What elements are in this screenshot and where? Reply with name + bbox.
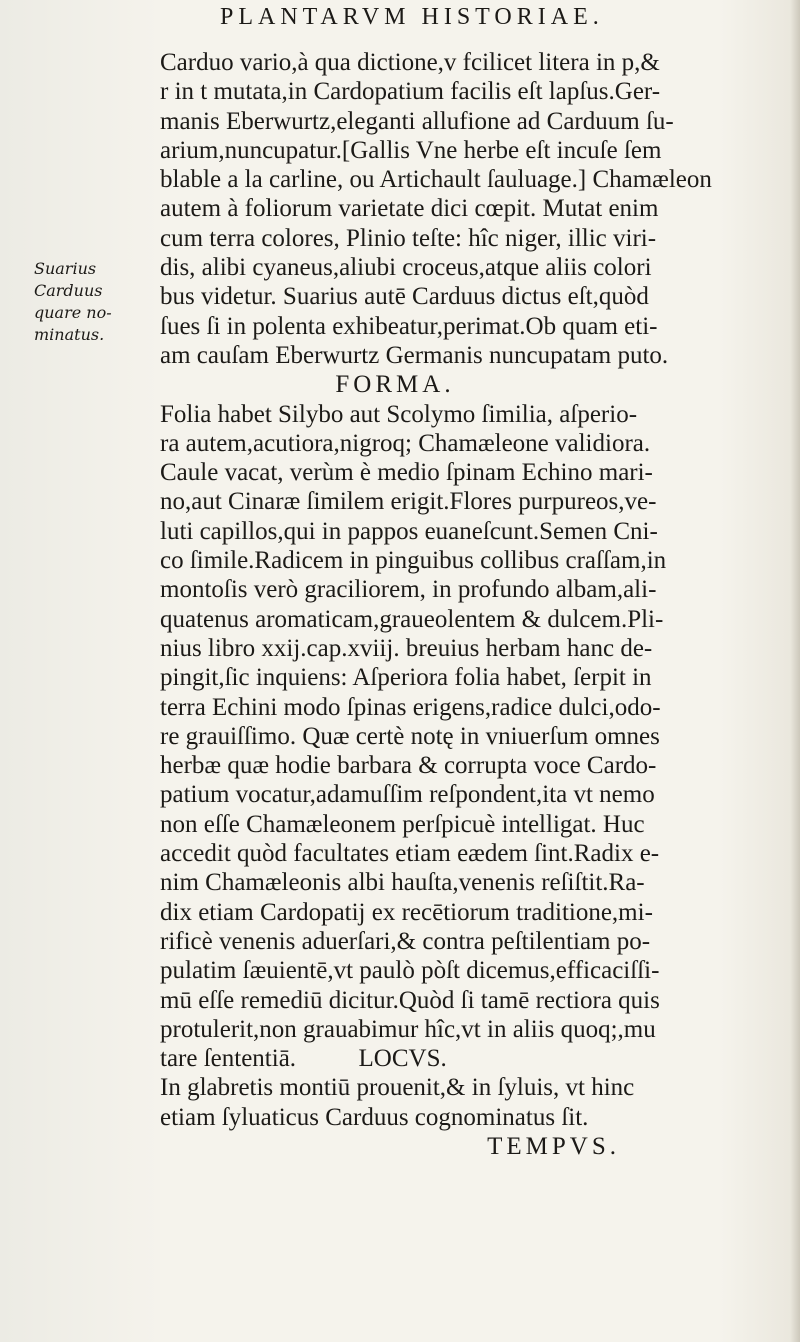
text-line: pingit,ſic inquiens: Aſperiora folia habet, ſerpit in	[160, 664, 652, 692]
text-line: cum terra colores, Plinio teſte: hîc niger, illic viri-	[160, 224, 657, 252]
text-line: In glabretis montiū prouenit,& in ſyluis, vt hinc	[160, 1074, 635, 1102]
text-line: r in t mutata,in Cardopatium facilis eſt lapſus.Ger-	[160, 78, 661, 106]
text-line: nim Chamæleonis albi hauſta,venenis reſiſtit.Ra-	[160, 869, 645, 897]
text-line: luti capillos,qui in pappos euaneſcunt.Semen Cni-	[160, 517, 658, 545]
text-line: protulerit,non grauabimur hîc,vt in aliis quoq;,mu	[160, 1015, 656, 1043]
text-line: autem à foliorum varietate dici cœpit. Mutat enim	[160, 195, 659, 223]
text-line: arium,nuncupatur.[Gallis Vne herbe eſt incuſe ſem	[160, 136, 662, 164]
text-line: pulatim ſæuientē,vt paulò pòſt dicemus,efficaciſſi-	[160, 957, 660, 985]
text-line: dis, alibi cyaneus,aliubi croceus,atque aliis colori	[160, 254, 652, 282]
text-line: am cauſam Eberwurtz Germanis nuncupatam puto.	[160, 341, 669, 369]
text-line: montoſis verò graciliorem, in profundo albam,ali-	[160, 576, 657, 604]
text-line: nius libro xxij.cap.xviij. breuius herbam hanc de-	[160, 634, 653, 662]
text-line: co ſimile.Radicem in pinguibus collibus craſſam,in	[160, 547, 667, 575]
text-line: manis Eberwurtz,eleganti allufione ad Carduum ſu-	[160, 107, 674, 135]
text-line: re grauiſſimo. Quæ certè notę in vniuerſum omnes	[160, 722, 660, 750]
body-text	[160, 48, 800, 1161]
text-line: patium vocatur,adamuſſim reſpondent,ita vt nemo	[160, 781, 655, 809]
text-line: Carduo vario,à qua dictione,v fcilicet litera in p,&	[160, 49, 660, 76]
text-line: quatenus aromaticam,graueolentem & dulcem.Pli-	[160, 605, 664, 633]
margin-note-line: Suarius	[34, 259, 97, 278]
text-line: bus videtur. Suarius autē Carduus dictus eſt,quòd	[160, 283, 649, 311]
text-line: terra Echini modo ſpinas erigens,radice dulci,odo-	[160, 693, 661, 721]
margin-note	[34, 258, 144, 346]
text-line: Caule vacat, verùm è medio ſpinam Echino mari-	[160, 459, 653, 487]
text-line: Folia habet Silybo aut Scolymo ſimilia, aſperio-	[160, 400, 638, 428]
text-line: mū eſſe remediū dicitur.Quòd ſi tamē rectiora quis	[160, 986, 660, 1014]
text-line: blable a la carline, ou Artichault ſauluage.] Chamæleon	[160, 166, 712, 194]
text-line: ſues ſi in polenta exhibeatur,perimat.Ob quam eti-	[160, 312, 658, 340]
margin-note-line: Carduus	[34, 281, 103, 300]
text-line: no,aut Cinaræ ſimilem erigit.Flores purpureos,ve-	[160, 488, 657, 516]
text-line: ra autem,acutiora,nigroq; Chamæleone validiora.	[160, 429, 651, 457]
text-line: accedit quòd facultates etiam eædem ſint.Radix e-	[160, 840, 660, 868]
section-heading-tempus: TEMPVS.	[487, 1132, 620, 1160]
text-line: non eſſe Chamæleonem perſpicuè intelligat. Huc	[160, 810, 645, 838]
margin-note-line: minatus.	[34, 325, 105, 344]
text-line: herbæ quæ hodie barbara & corrupta voce Cardo-	[160, 752, 657, 780]
section-heading-forma: FORMA.	[335, 371, 455, 399]
text-line-locus: tare ſententiā. LOCVS.	[160, 1045, 447, 1073]
text-line: etiam ſyluaticus Carduus cognominatus ſit.	[160, 1103, 589, 1131]
text-line: dix etiam Cardopatij ex recētiorum traditione,mi-	[160, 898, 653, 926]
running-head: PLANTARVM HISTORIAE.	[220, 4, 604, 30]
page-edge-shadow	[790, 0, 800, 1342]
text-line: rificè venenis aduerſari,& contra peſtilentiam po-	[160, 927, 651, 955]
margin-note-line: quare no-	[34, 303, 112, 322]
